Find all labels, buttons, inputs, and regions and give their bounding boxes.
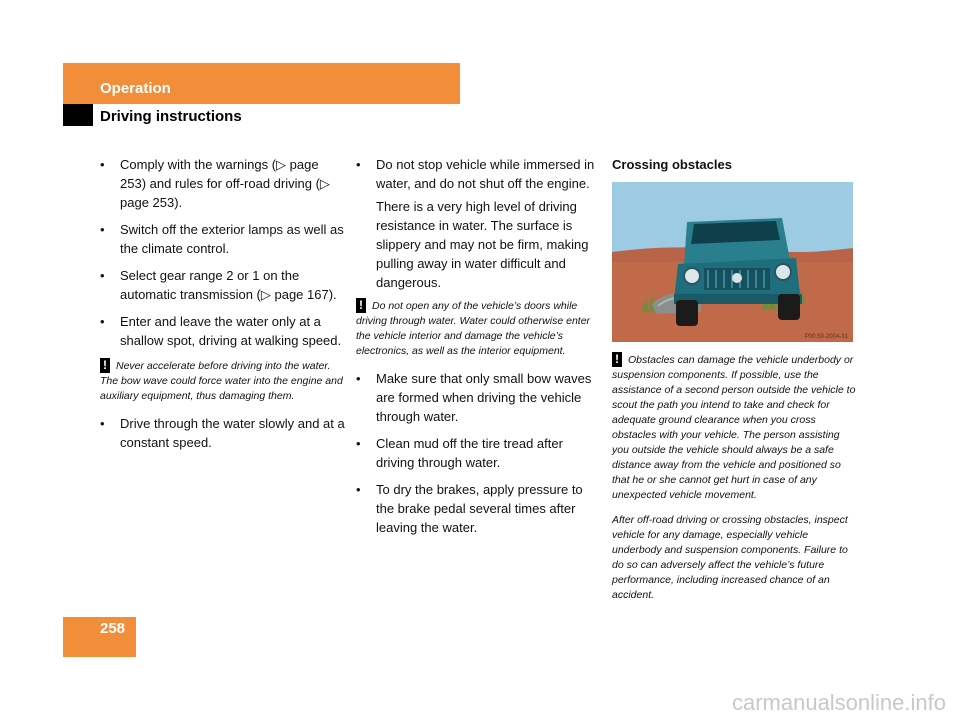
column-2 [356, 155, 602, 545]
vehicle-obstacle-illustration [612, 182, 853, 342]
warning-note: ! Do not open any of the vehicle’s doors while driving through water. Water could otherwise enter the vehicle interior and damage the vehicle’s electronics, as well as the interior equipment. [356, 298, 591, 357]
section-heading: Crossing obstacles [612, 157, 732, 172]
bullet-list-2b [356, 369, 602, 537]
bullet-list-1b [100, 414, 345, 452]
image-code: P00.50-2004-31 [804, 334, 848, 340]
bullet-icon: • [100, 314, 105, 329]
section-title: Operation [100, 80, 171, 97]
header-marker [63, 104, 93, 126]
list-item: • Enter and leave the water only at a shallow spot, driving at walking speed. [100, 314, 342, 348]
bullet-icon: • [356, 157, 361, 172]
subsection-title: Driving instructions [100, 108, 242, 125]
inspection-note: After off-road driving or crossing obstacles, inspect vehicle for any damage, especially vehicle underbody and suspension components. Failure to do so can adversely affect the vehicle’s future performance, including increased chance of an accident. [612, 514, 848, 601]
bullet-list-2 [356, 155, 602, 193]
list-item: • Comply with the warnings (▷ page 253) and rules for off-road driving (▷ page 253). [100, 157, 330, 210]
page-number: 258 [100, 620, 126, 637]
column-1 [100, 155, 345, 460]
bullet-list-1 [100, 155, 345, 350]
bullet-icon: • [356, 371, 361, 386]
warning-icon: ! [100, 358, 110, 373]
bullet-icon: • [100, 416, 105, 431]
warning-note: ! Never accelerate before driving into the water. The bow wave could force water into the engine and auxiliary equipment, thus damaging them. [100, 358, 343, 402]
list-item: • Do not stop vehicle while immersed in water, and do not shut off the engine. [356, 157, 595, 191]
list-item: • Make sure that only small bow waves are formed when driving the vehicle through water. [356, 371, 592, 424]
list-item: • To dry the brakes, apply pressure to the brake pedal several times after leaving the water. [356, 482, 583, 535]
bullet-icon: • [100, 222, 105, 237]
bullet-icon: • [100, 157, 105, 172]
list-item: • Switch off the exterior lamps as well as the climate control. [100, 222, 344, 256]
paragraph: There is a very high level of driving resistance in water. The surface is slippery and may not be firm, making pulling away in water difficult and dangerous. [376, 199, 589, 290]
bullet-icon: • [100, 268, 105, 283]
warning-icon: ! [612, 352, 622, 367]
bullet-icon: • [356, 436, 361, 451]
column-3 [612, 155, 857, 609]
warning-icon: ! [356, 298, 366, 313]
list-item: • Drive through the water slowly and at a constant speed. [100, 416, 345, 450]
bullet-icon: • [356, 482, 361, 497]
warning-note: ! Obstacles can damage the vehicle underbody or suspension components. If possible, use the assistance of a second person outside the vehicle to scout the path you intend to take and check for adequate ground clearance when you cross obstacles with your vehicle. The person assisting you outside the vehicle should always be a safe distance away from the vehicle and positioned so that he or she cannot get hurt in case of any unexpected vehicle movement. [612, 352, 856, 501]
list-item: • Clean mud off the tire tread after driving through water. [356, 436, 563, 470]
watermark: carmanualsonline.info [731, 690, 946, 715]
list-item: • Select gear range 2 or 1 on the automatic transmission (▷ page 167). [100, 268, 337, 302]
